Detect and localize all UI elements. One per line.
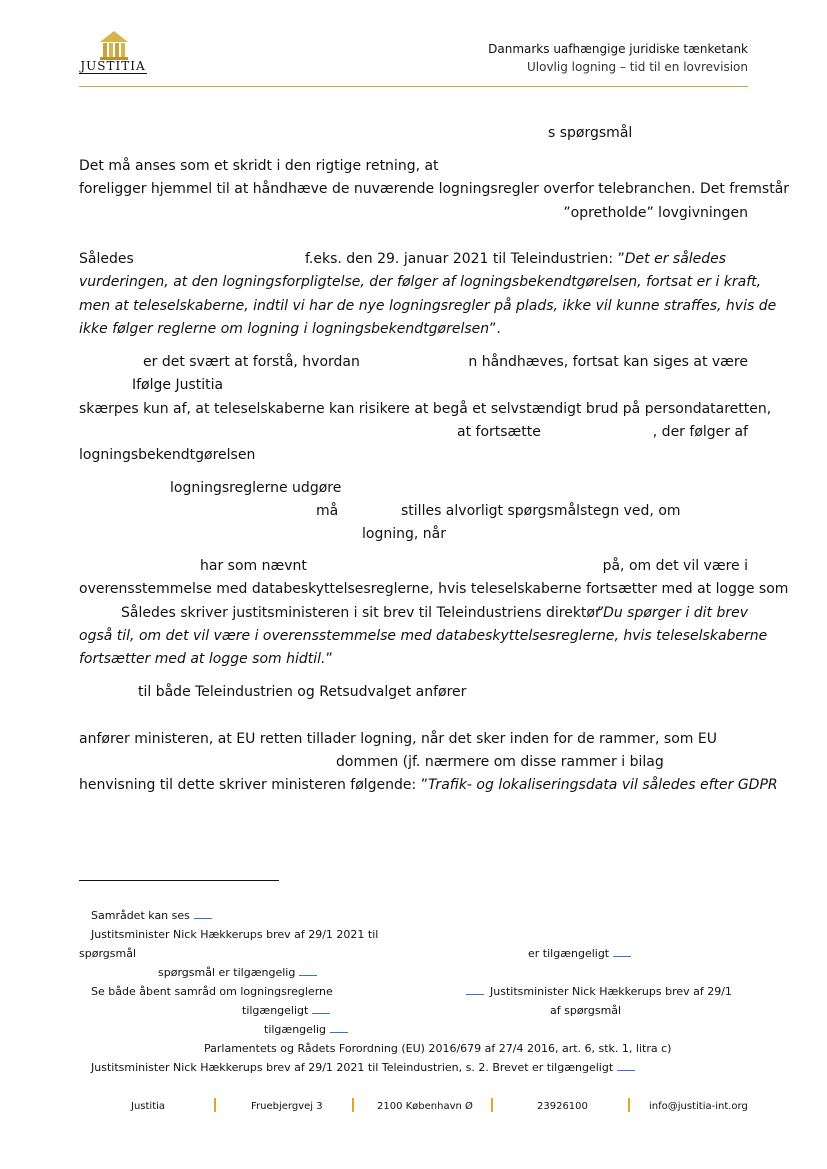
body-line: dommen (jf. nærmere om disse rammer i bilag (336, 754, 664, 770)
body-line: Ifølge Justitia (132, 377, 224, 393)
footnote: er tilgængeligt (528, 947, 631, 961)
body-line: logning, når (362, 526, 446, 542)
body-line: Det må anses som et skridt i den rigtige retning, at (79, 158, 439, 174)
body-line: til både Teleindustrien og Retsudvalget anfører (138, 684, 467, 700)
quote-line: ikke følger reglerne om logning i logningsbekendtgørelsen”. (79, 321, 501, 337)
logo-wordmark: JUSTITIA (80, 59, 146, 73)
footer-separator (491, 1098, 493, 1112)
footnote-link[interactable] (613, 947, 631, 957)
quote-line: vurderingen, at den logningsforpligtelse, der følger af logningsbekendtgørelsen, fortsat er i kraft, (79, 274, 762, 290)
body-line: n håndhæves, fortsat kan siges at være (468, 354, 748, 370)
footnote: Parlamentets og Rådets Forordning (EU) 2016/679 af 27/4 2016, art. 6, stk. 1, litra c) (204, 1042, 672, 1055)
footnote: Justitsminister Nick Hækkerups brev af 29/1 (466, 985, 732, 999)
body-line: f.eks. den 29. januar 2021 til Teleindustrien: ”Det er således (305, 251, 727, 267)
footnote-link[interactable] (312, 1004, 330, 1014)
footer-separator (352, 1098, 354, 1112)
body-line: Således skriver justitsministeren i sit brev til Teleindustriens direktør (121, 605, 601, 621)
footnote-link[interactable] (617, 1061, 635, 1071)
footnote: tilgængeligt (242, 1004, 330, 1018)
body-line: henvisning til dette skriver ministeren følgende: ”Trafik- og lokaliseringsdata vil således efter GDPR (79, 777, 778, 793)
footnote: tilgængelig (264, 1023, 348, 1037)
footnote: spørgsmål er tilgængelig (158, 966, 317, 980)
footnote: af spørgsmål (550, 1004, 622, 1017)
body-line: er det svært at forstå, hvordan (143, 354, 360, 370)
justitia-logo (96, 28, 132, 60)
footnote-link[interactable] (330, 1023, 348, 1033)
organization-name: Danmarks uafhængige juridiske tænketank (488, 42, 748, 56)
footer-phone: 23926100 (537, 1101, 588, 1112)
body-line: stilles alvorligt spørgsmålstegn ved, om (401, 503, 681, 519)
body-line: logningsbekendtgørelsen (79, 447, 256, 463)
body-line: at fortsætte (457, 424, 541, 440)
logo-building-icon (96, 28, 132, 60)
quote-line: fortsætter med at logge som hidtil.” (79, 651, 333, 667)
footnote-link[interactable] (194, 909, 212, 919)
footnote-divider (79, 880, 279, 881)
footnote: Samrådet kan ses (91, 909, 212, 923)
body-line: overensstemmelse med databeskyttelsesreglerne, hvis teleselskaberne fortsætter med at logge som (79, 581, 789, 597)
footnote: Justitsminister Nick Hækkerups brev af 29/1 2021 til (91, 928, 379, 941)
body-line: , der følger af (652, 424, 748, 440)
quote-line: også til, om det vil være i overensstemmelse med databeskyttelsesreglerne, hvis teleselskaberne (79, 628, 768, 644)
footer-street: Fruebjergvej 3 (251, 1101, 323, 1112)
document-title: Ulovlig logning – tid til en lovrevision (526, 60, 748, 74)
body-line: foreligger hjemmel til at håndhæve de nuværende logningsregler overfor telebranchen. Det fremstår (79, 181, 790, 197)
body-line: ”opretholde” lovgivningen (563, 205, 748, 221)
footer-name: Justitia (131, 1101, 166, 1112)
header-divider (79, 86, 748, 87)
quote-line: men at teleselskaberne, indtil vi har de nye logningsregler på plads, ikke vil kunne straffes, hvis de (79, 298, 777, 314)
body-line: Således (79, 251, 134, 267)
footnote: spørgsmål (79, 947, 136, 960)
body-line: må (316, 503, 339, 519)
footer-separator (214, 1098, 216, 1112)
footer-city: 2100 København Ø (377, 1101, 473, 1112)
footer-email[interactable]: info@justitia-int.org (649, 1101, 748, 1112)
body-line: har som nævnt (200, 558, 307, 574)
footnote-link[interactable] (299, 966, 317, 976)
body-line: s spørgsmål (548, 125, 633, 141)
body-line: logningsreglerne udgøre (170, 480, 342, 496)
body-line: skærpes kun af, at teleselskaberne kan risikere at begå et selvstændigt brud på persondataretten, (79, 401, 772, 417)
quote-line: ”Du spørger i dit brev (595, 605, 748, 621)
footnote: Se både åbent samråd om logningsreglerne (91, 985, 333, 998)
footnote-link[interactable] (466, 985, 484, 995)
footer-separator (628, 1098, 630, 1112)
body-line: på, om det vil være i (602, 558, 748, 574)
body-line: anfører ministeren, at EU retten tillader logning, når det sker inden for de rammer, som EU (79, 731, 717, 747)
footnote: Justitsminister Nick Hækkerups brev af 29/1 2021 til Teleindustrien, s. 2. Brevet er tilgængeligt (91, 1061, 635, 1075)
